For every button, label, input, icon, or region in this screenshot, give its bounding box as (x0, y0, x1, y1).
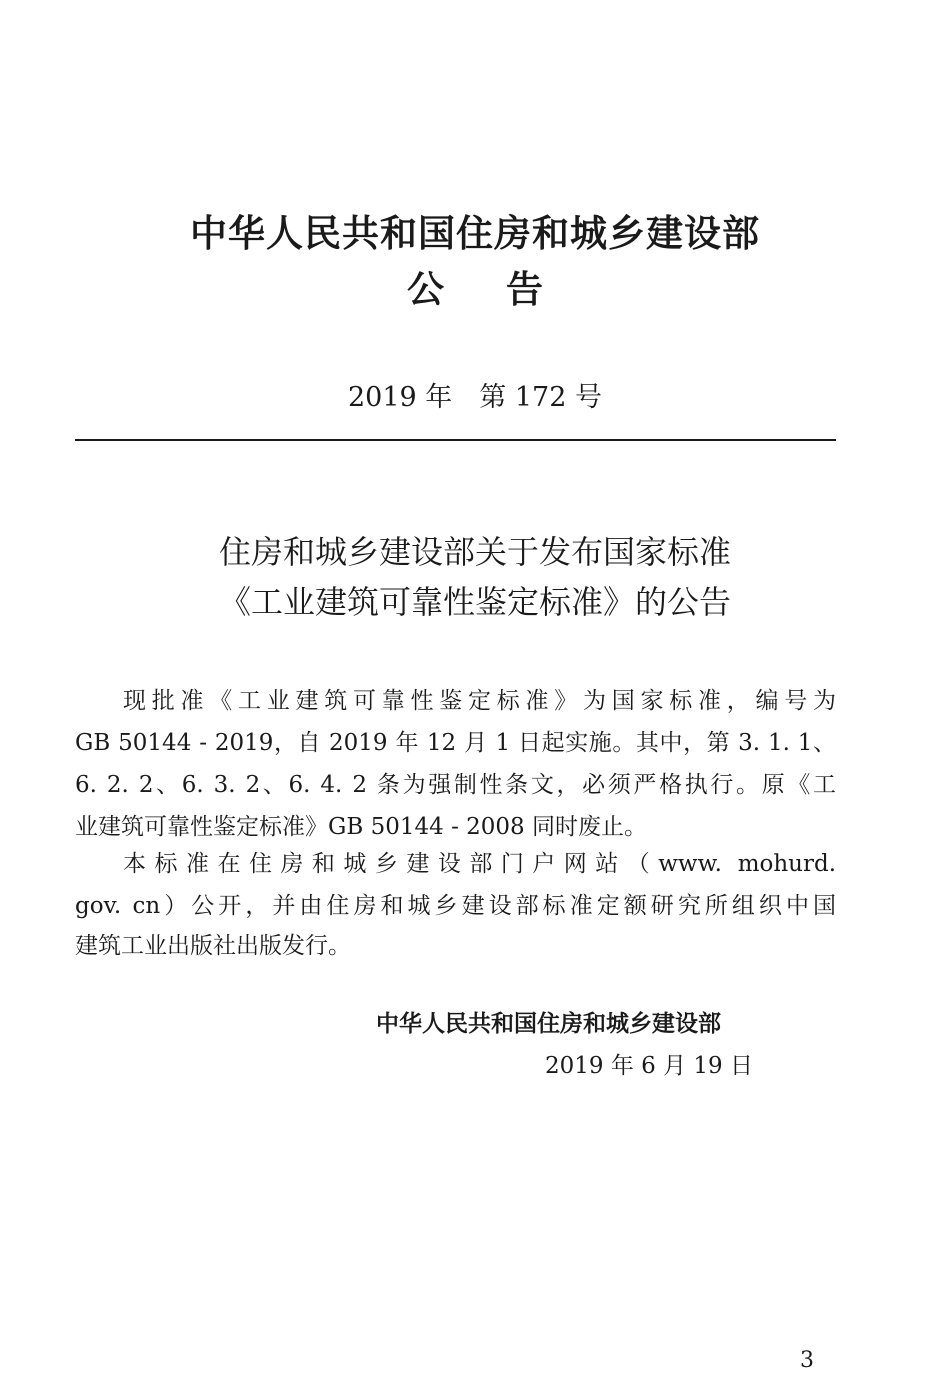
signature: 中华人民共和国住房和城乡建设部 (376, 1011, 721, 1037)
notice-label: 公告 (407, 268, 605, 311)
ministry-title: 中华人民共和国住房和城乡建设部 (190, 212, 760, 255)
paragraph-1-line-2: GB 50144 - 2019，自 2019 年 12 月 1 日起实施。其中，第 3. 1. 1、 (75, 730, 836, 756)
header-divider (75, 439, 836, 441)
signature-date: 2019 年 6 月 19 日 (545, 1053, 753, 1079)
notice-headline-line-2: 《工业建筑可靠性鉴定标准》的公告 (218, 583, 731, 621)
issue-number: 2019 年 第 172 号 (348, 382, 602, 413)
page-number: 3 (800, 1348, 814, 1373)
paragraph-2-line-3: 建筑工业出版社出版发行。 (75, 933, 351, 959)
paragraph-2-line-1: 本标准在住房和城乡建设部门户网站（www. mohurd. (123, 851, 836, 877)
paragraph-1-line-3: 6. 2. 2、6. 3. 2、6. 4. 2 条为强制性条文，必须严格执行。原《工 (75, 772, 836, 798)
paragraph-2-line-2: gov. cn）公开，并由住房和城乡建设部标准定额研究所组织中国 (75, 893, 836, 919)
paragraph-1-line-1: 现批准《工业建筑可靠性鉴定标准》为国家标准，编号为 (123, 688, 836, 714)
paragraph-1-line-4: 业建筑可靠性鉴定标准》GB 50144 - 2008 同时废止。 (75, 814, 647, 840)
notice-headline-line-1: 住房和城乡建设部关于发布国家标准 (218, 533, 731, 571)
